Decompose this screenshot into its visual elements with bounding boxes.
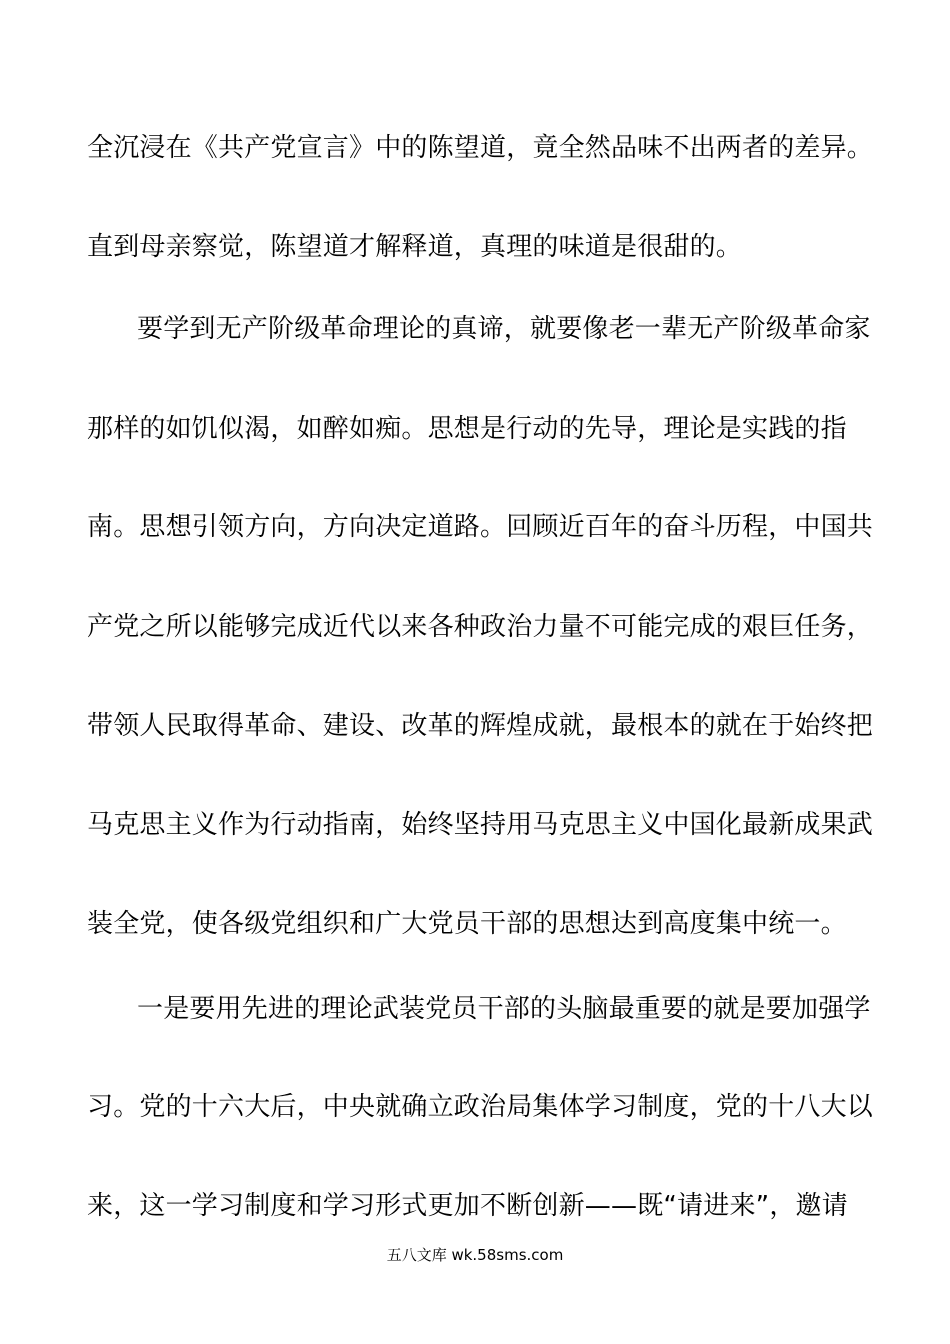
footer-watermark: 五八文库 wk.58sms.com	[386, 1246, 564, 1264]
text-line-11: 习。党的十六大后，中央就确立政治局集体学习制度，党的十八大以	[87, 1092, 874, 1122]
text-line-4: 那样的如饥似渴，如醉如痴。思想是行动的先导，理论是实践的指	[87, 414, 847, 444]
text-line-9: 装全党，使各级党组织和广大党员干部的思想达到高度集中统一。	[87, 909, 847, 939]
text-line-8: 马克思主义作为行动指南，始终坚持用马克思主义中国化最新成果武	[87, 810, 874, 840]
text-line-1: 全沉浸在《共产党宣言》中的陈望道，竟全然品味不出两者的差异。	[87, 133, 874, 163]
text-line-7: 带领人民取得革命、建设、改革的辉煌成就，最根本的就在于始终把	[87, 711, 874, 741]
text-line-6: 产党之所以能够完成近代以来各种政治力量不可能完成的艰巨任务，	[87, 612, 874, 642]
text-line-2: 直到母亲察觉，陈望道才解释道，真理的味道是很甜的。	[87, 232, 743, 262]
paragraph-start-line-3: 要学到无产阶级革命理论的真谛，就要像老一辈无产阶级革命家	[137, 314, 871, 344]
text-line-5: 南。思想引领方向，方向决定道路。回顾近百年的奋斗历程，中国共	[87, 512, 874, 542]
paragraph-start-line-10: 一是要用先进的理论武装党员干部的头脑最重要的就是要加强学	[137, 994, 871, 1024]
text-line-12: 来，这一学习制度和学习形式更加不断创新——既“请进来”，邀请	[87, 1191, 848, 1221]
